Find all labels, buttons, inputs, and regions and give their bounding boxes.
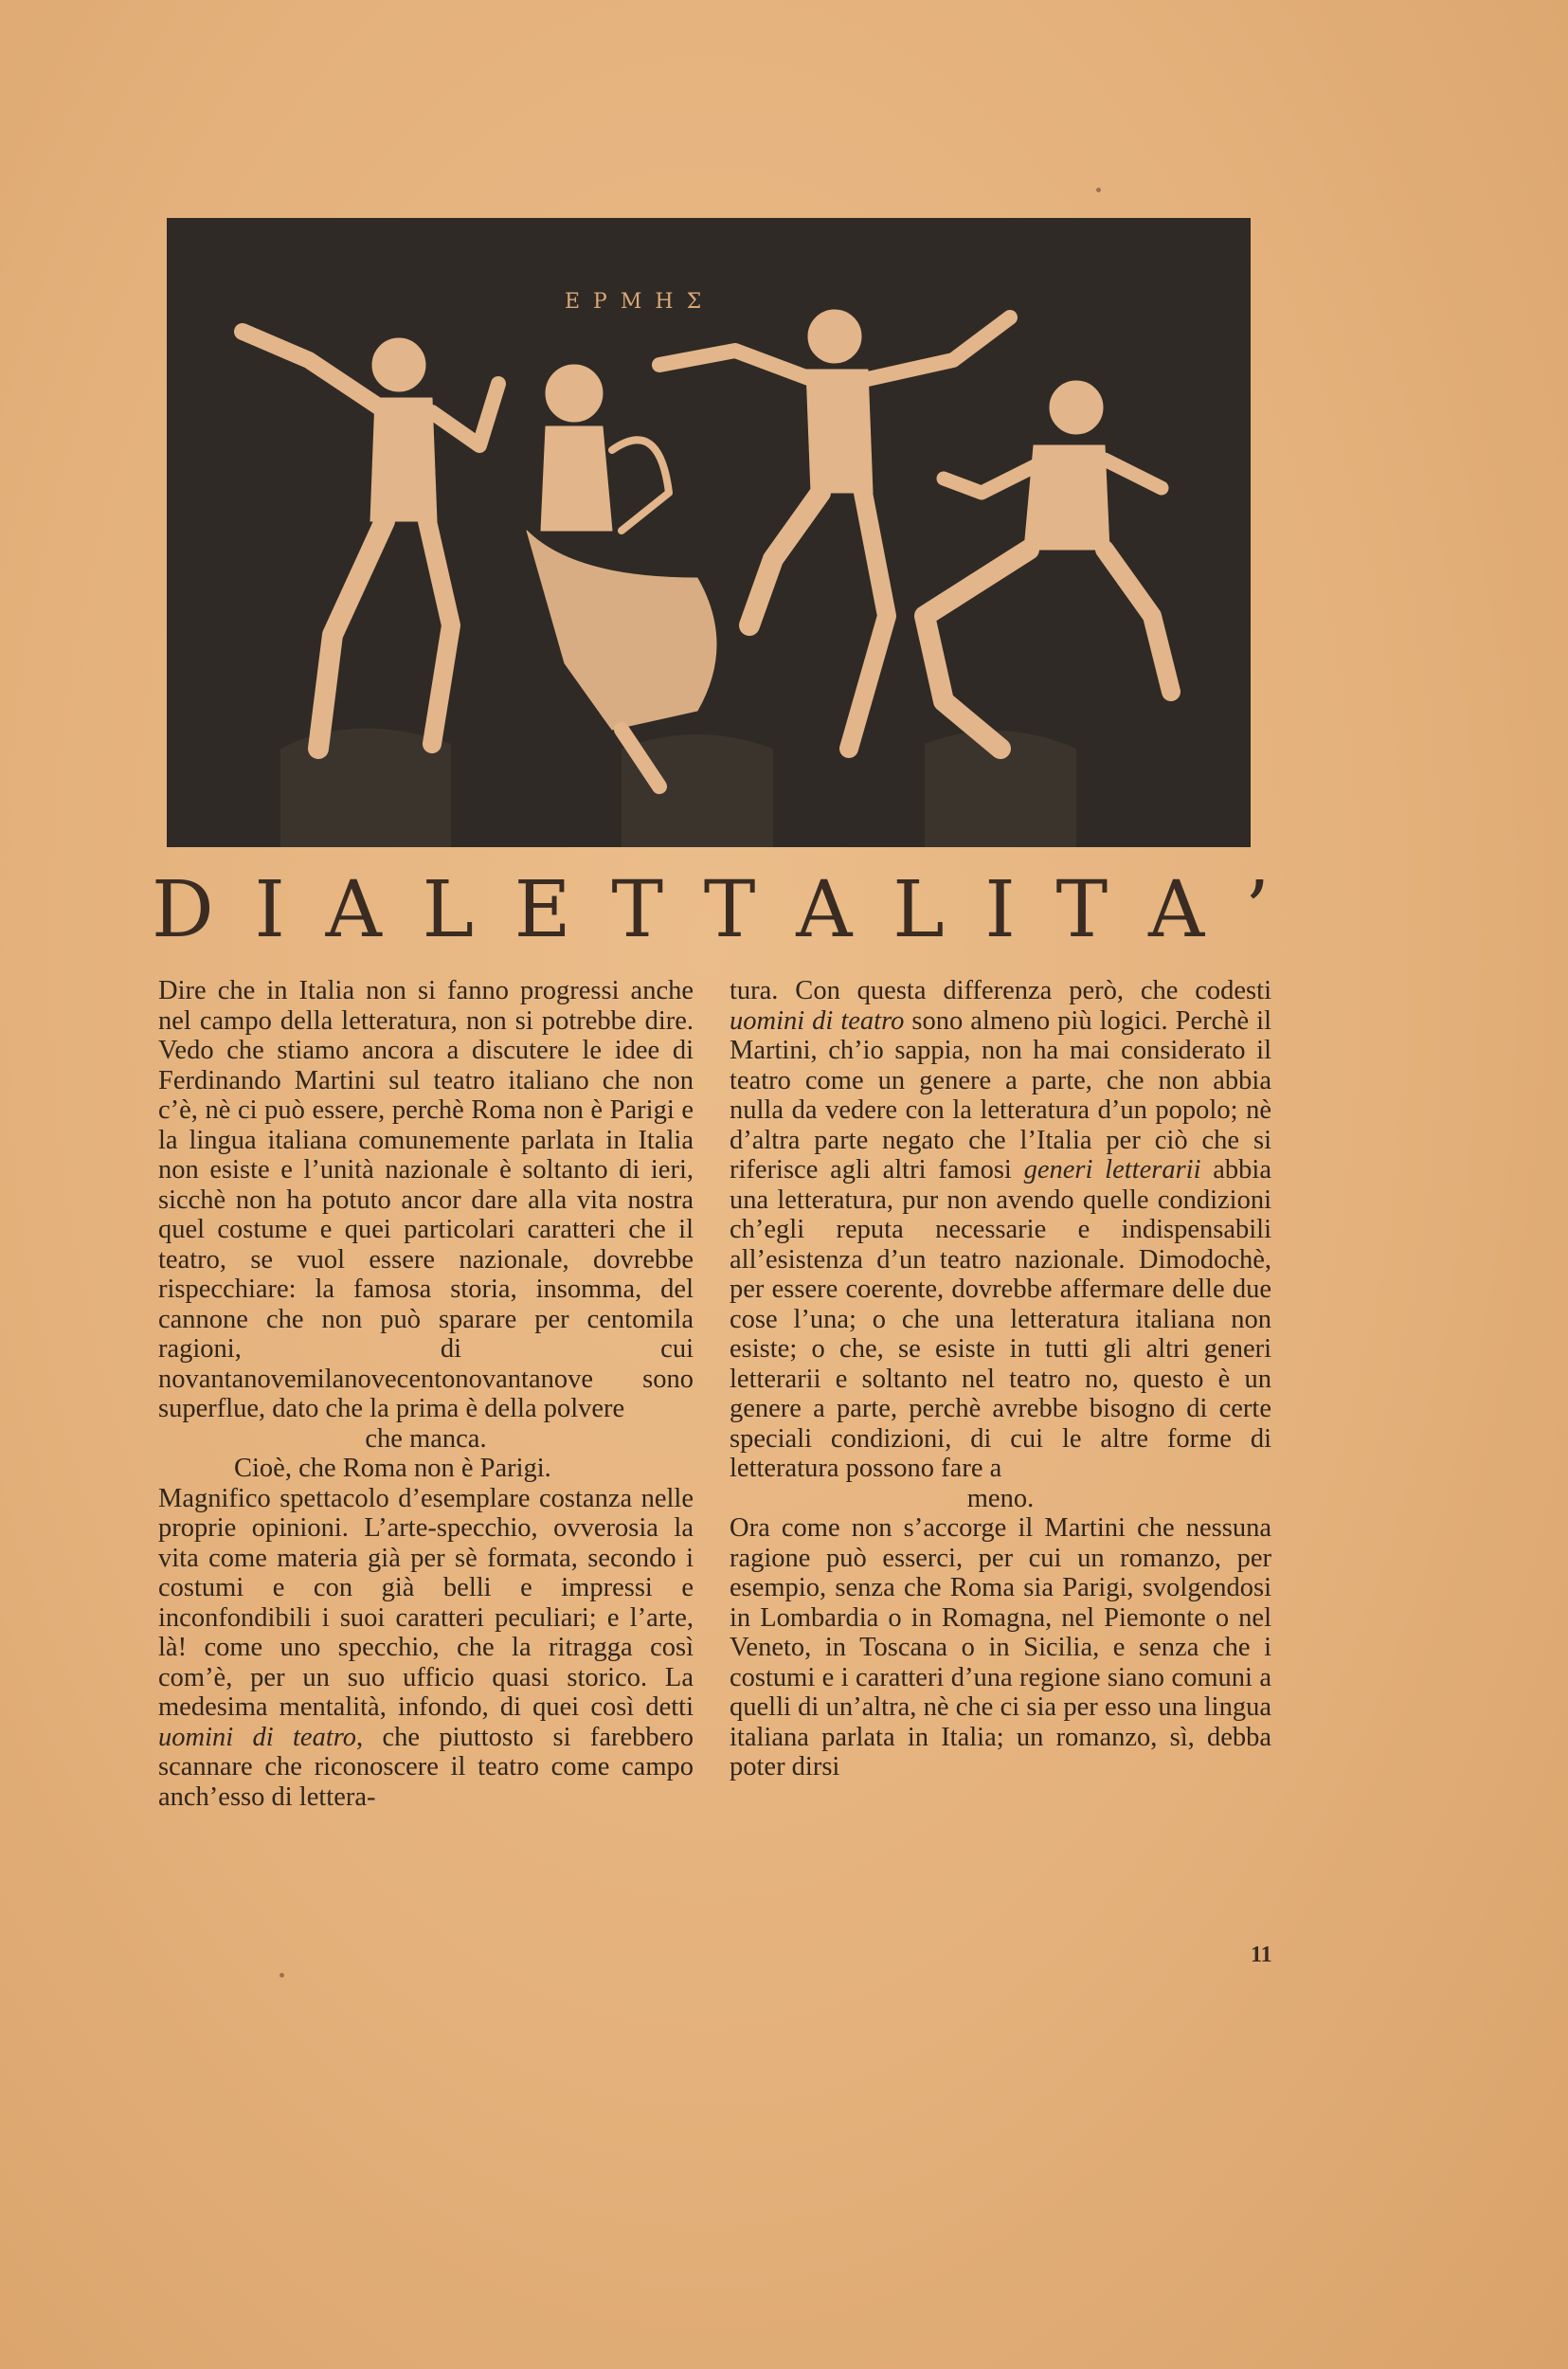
paragraph-line-end: meno. bbox=[966, 1483, 1035, 1513]
title-letter: L bbox=[892, 864, 945, 955]
title-letter: A bbox=[325, 864, 382, 955]
title-letter: I bbox=[984, 864, 1016, 955]
text-run: sono almeno più logici. Perchè il Martini, ch’io sappia, non ha mai considerato il teatro come un genere a parte, che non abbia nulla da vedere con la letteratura d’un popolo; nè d’altra parte negato che l’Italia per ciò che si riferisce agli altri famosi bbox=[730, 1005, 1272, 1184]
greek-vase-illustration bbox=[167, 218, 1251, 847]
title-letter: D bbox=[152, 864, 214, 955]
right-text-column bbox=[730, 976, 1271, 1782]
text-run: abbia una letteratura, pur non avendo quelle condizioni ch’egli reputa necessarie e indispensabili all’esistenza d’un teatro nazionale. Dimodochè, per essere coerente, dovrebbe affermare delle due cose l’una; o che una letteratura italiana non esiste; o che, se esiste in tutti gli altri generi letterarii e soltanto nel teatro no, questo è un genere a parte, perchè avrebbe bisogno di certe speciali condizioni, di cui le altre forme di letteratura possono fare a bbox=[730, 1155, 1271, 1483]
title-letter: A bbox=[796, 864, 853, 955]
title-letter: I bbox=[254, 864, 285, 955]
italic-phrase: uomini di teatro bbox=[158, 1722, 357, 1752]
text-run: , che piuttosto si farebbero scannare che riconoscere il teatro come campo anch’esso di lettera- bbox=[158, 1722, 694, 1812]
article-title bbox=[152, 858, 1270, 962]
title-letter: A bbox=[1147, 864, 1205, 955]
paragraph: Cioè, che Roma non è Parigi. bbox=[234, 1454, 551, 1483]
title-letter: E bbox=[514, 864, 571, 955]
paragraph bbox=[730, 976, 1271, 1484]
paragraph-line-end: che manca. bbox=[365, 1423, 487, 1454]
title-letter: ’ bbox=[1244, 864, 1270, 955]
paragraph: Dire che in Italia non si fanno progressi anche nel campo della letteratura, non si potrebbe dire. Vedo che stiamo ancora a discutere le idee di Ferdinando Martini sul teatro italiano che non c’è, nè ci può essere, perchè Roma non è Parigi e la lingua italiana comunemente parlata in Italia non esiste e l’unità nazionale è soltanto di ieri, sicchè non ha potuto ancor dare alla vita nostra quel costume e quei particolari caratteri che il teatro, se vuol essere nazionale, dovrebbe rispecchiare: la famosa storia, insomma, del cannone che non può sparare per centomila ragioni, di cui novantanovemilanovecentonovantanove sono superflue, dato che la prima è della polvere bbox=[158, 976, 694, 1423]
paragraph bbox=[158, 1484, 694, 1813]
paper-speck bbox=[1096, 188, 1101, 192]
vase-inscription: ΕΡΜΗΣ bbox=[565, 290, 715, 314]
dancing-satyrs-figure bbox=[167, 218, 1251, 847]
text-run: Magnifico spettacolo d’esemplare costanza nelle proprie opinioni. L’arte-specchio, ovverosia la vita come materia già per sè formata, secondo i costumi e con già belli e impressi e inconfondibili i suoi caratteri peculiari; e l’arte, là! come uno specchio, che la ritragga così com’è, per un suo ufficio quasi storico. La medesima mentalità, infondo, di quei così detti bbox=[158, 1483, 694, 1722]
text-run: tura. Con questa differenza però, che codesti bbox=[730, 976, 1271, 1005]
title-letter: L bbox=[422, 864, 475, 955]
italic-phrase: uomini di teatro bbox=[730, 1005, 905, 1036]
left-text-column bbox=[158, 976, 694, 1812]
page-number: 11 bbox=[1251, 1943, 1272, 1967]
paper-speck bbox=[279, 1973, 284, 1978]
paragraph: Ora come non s’accorge il Martini che nessuna ragione può esserci, per cui un romanzo, per esempio, senza che Roma sia Parigi, svolgendosi in Lombardia o in Romagna, nel Piemonte o nel Veneto, in Toscana o in Sicilia, e senza che i costumi e i caratteri d’una regione siano comuni a quelli di un’altra, nè che ci sia per esso una lingua italiana parlata in Italia; un romanzo, sì, debba poter dirsi bbox=[730, 1513, 1271, 1781]
title-letter: T bbox=[703, 864, 756, 955]
title-letter: T bbox=[1055, 864, 1108, 955]
title-letter: T bbox=[611, 864, 664, 955]
italic-phrase: generi letterarii bbox=[1023, 1155, 1201, 1184]
